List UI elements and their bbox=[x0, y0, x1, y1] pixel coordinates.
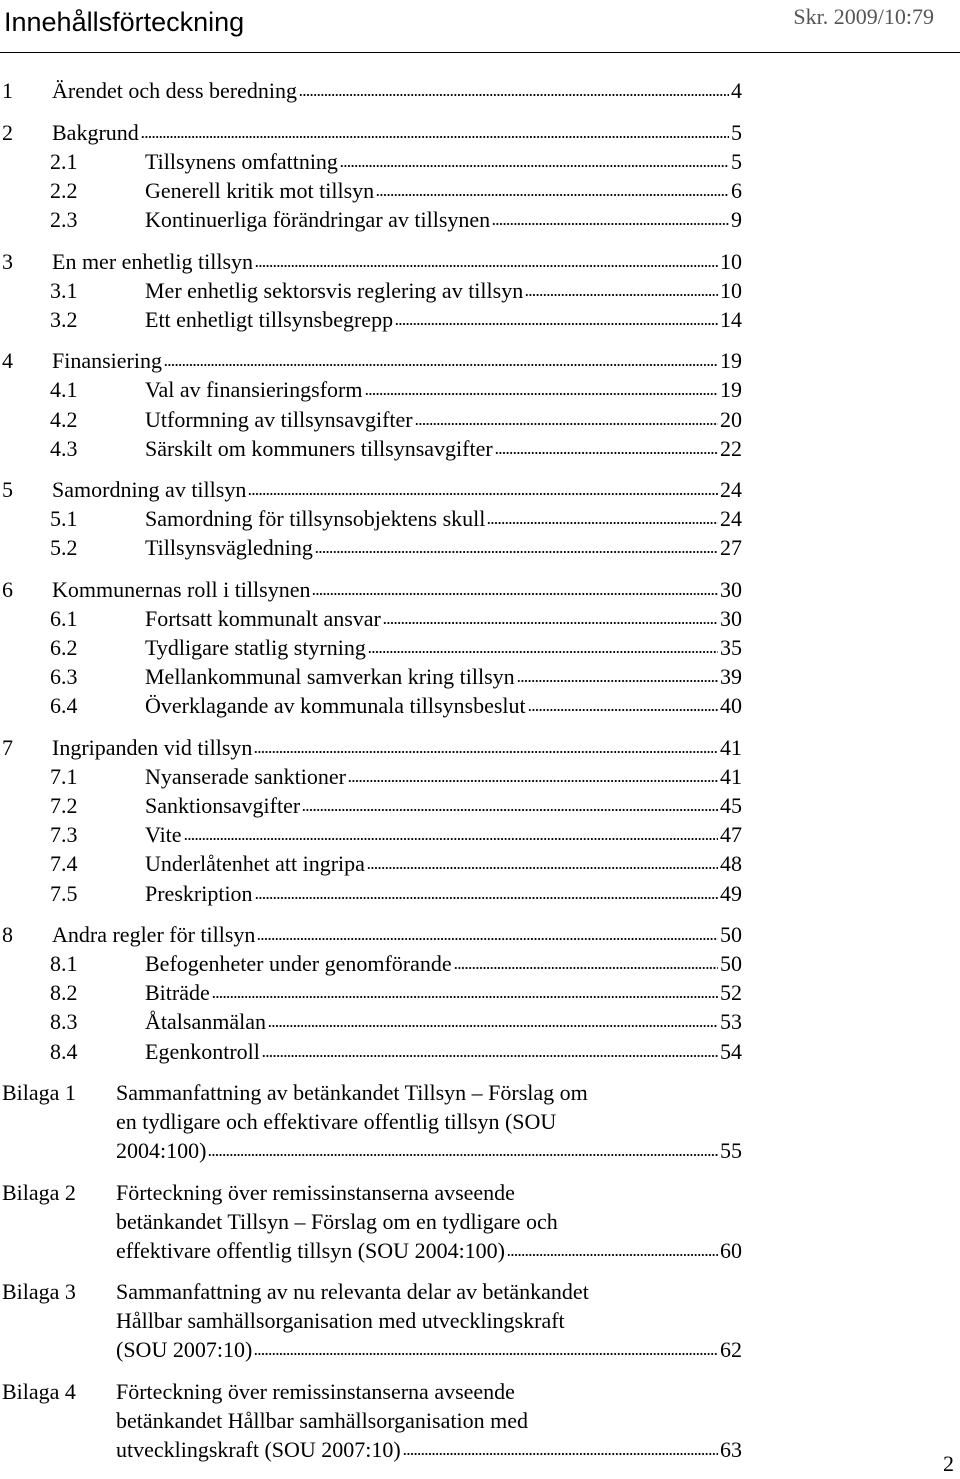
dot-leader bbox=[348, 778, 718, 784]
toc-entry-title: Ett enhetligt tillsynsbegrepp bbox=[145, 306, 394, 332]
toc-entry-title: Befogenheter under genomförande bbox=[145, 951, 452, 977]
toc-entry-page: 10 bbox=[720, 248, 742, 274]
toc-entry-title: Nyanserade sanktioner bbox=[145, 764, 346, 790]
toc-entry-page: 20 bbox=[720, 406, 742, 432]
dot-leader bbox=[141, 134, 729, 140]
toc-entry-title: Kommunernas roll i tillsynen bbox=[52, 577, 311, 602]
toc-entry-page: 50 bbox=[720, 922, 742, 948]
appendix-page: 63 bbox=[720, 1437, 742, 1462]
toc-entry[interactable] bbox=[0, 949, 960, 978]
toc-entry[interactable] bbox=[0, 375, 960, 404]
dot-leader bbox=[257, 936, 718, 942]
appendix-title-line: Förteckning över remissinstanserna avseende bbox=[116, 1180, 515, 1205]
toc-entry-page: 19 bbox=[720, 348, 742, 374]
toc-entry-page: 53 bbox=[720, 1009, 742, 1035]
toc-entry-line bbox=[145, 949, 742, 978]
toc-entry-number: 7.3 bbox=[50, 822, 78, 848]
toc-entry[interactable] bbox=[0, 879, 960, 908]
toc-entry-line bbox=[52, 575, 742, 604]
toc-entry-line bbox=[145, 176, 742, 205]
toc-entry-title: Ärendet och dess beredning bbox=[52, 78, 297, 103]
toc-entry[interactable] bbox=[0, 575, 960, 604]
toc-entry-line bbox=[52, 733, 742, 762]
toc-entry[interactable] bbox=[0, 978, 960, 1007]
toc-entry-title: Preskription bbox=[145, 880, 253, 906]
toc-entry-page: 6 bbox=[731, 177, 742, 203]
toc-entry-number: 4.1 bbox=[50, 377, 78, 403]
dot-leader bbox=[525, 292, 718, 298]
appendix-page: 60 bbox=[720, 1238, 742, 1263]
toc-entry-line bbox=[145, 1037, 742, 1066]
appendix-title bbox=[116, 1078, 742, 1165]
toc-entry-title: Fortsatt kommunalt ansvar bbox=[145, 606, 381, 632]
appendix-label: Bilaga 1 bbox=[2, 1080, 76, 1105]
appendix-title-line: en tydligare och effektivare offentlig tillsyn (SOU bbox=[116, 1109, 557, 1134]
dot-leader bbox=[368, 649, 718, 655]
toc-entry-line bbox=[145, 375, 742, 404]
toc-entry-line bbox=[52, 76, 742, 105]
dot-leader bbox=[403, 1451, 718, 1457]
toc-entry-line bbox=[145, 533, 742, 562]
dot-leader bbox=[184, 836, 718, 842]
appendix-page: 55 bbox=[720, 1138, 742, 1163]
toc-entry-title: Sanktionsavgifter bbox=[145, 793, 301, 819]
toc-entry-title: En mer enhetlig tillsyn bbox=[52, 248, 254, 274]
appendix-title-line: utvecklingskraft (SOU 2007:10) bbox=[116, 1437, 401, 1462]
toc-entry-number: 5.1 bbox=[50, 506, 78, 532]
toc-entry-title: Överklagande av kommunala tillsynsbeslut bbox=[145, 693, 526, 719]
toc-entry[interactable] bbox=[0, 1007, 960, 1036]
toc-entry[interactable] bbox=[0, 733, 960, 762]
toc-entry[interactable] bbox=[0, 662, 960, 691]
toc-entry-number: 4.2 bbox=[50, 406, 78, 432]
toc-entry-number: 7.4 bbox=[50, 851, 78, 877]
dot-leader bbox=[212, 994, 718, 1000]
toc-entry[interactable] bbox=[0, 920, 960, 949]
toc-entry-number: 8.3 bbox=[50, 1009, 78, 1035]
toc-entry-page: 5 bbox=[731, 148, 742, 174]
dot-leader bbox=[367, 865, 718, 871]
toc-entry[interactable] bbox=[0, 791, 960, 820]
toc-entry-line bbox=[145, 662, 742, 691]
toc-entry-page: 49 bbox=[720, 880, 742, 906]
toc-entry-page: 39 bbox=[720, 664, 742, 690]
appendix-title-last-line bbox=[116, 1236, 742, 1265]
toc-entry[interactable] bbox=[0, 691, 960, 720]
toc-entry-page: 24 bbox=[720, 477, 742, 503]
toc-entry[interactable] bbox=[0, 504, 960, 533]
toc-entry-line bbox=[52, 247, 742, 276]
toc-entry-number: 6 bbox=[2, 577, 13, 602]
toc-entry-number: 5.2 bbox=[50, 535, 78, 561]
toc-entry-number: 8 bbox=[2, 922, 13, 948]
toc-entry[interactable] bbox=[0, 1037, 960, 1066]
toc-entry-line bbox=[145, 305, 742, 334]
dot-leader bbox=[302, 807, 718, 813]
toc-entry-number: 7.2 bbox=[50, 793, 78, 819]
toc-entry[interactable] bbox=[0, 604, 960, 633]
dot-leader bbox=[268, 1023, 718, 1029]
dot-leader bbox=[254, 1351, 718, 1357]
toc-entry-page: 30 bbox=[720, 577, 742, 602]
toc-entry-line bbox=[145, 276, 742, 305]
dot-leader bbox=[315, 549, 718, 555]
toc-entry-title: Särskilt om kommuners tillsynsavgifter bbox=[145, 435, 493, 461]
toc-entry-title: Tydligare statlig styrning bbox=[145, 635, 366, 661]
toc-entry[interactable] bbox=[0, 247, 960, 276]
toc-entry-page: 41 bbox=[720, 764, 742, 790]
toc-entry-title: Tillsynsvägledning bbox=[145, 535, 313, 561]
appendix-title bbox=[116, 1377, 742, 1464]
appendix-title-line: (SOU 2007:10) bbox=[116, 1337, 253, 1362]
toc-entry-line bbox=[145, 978, 742, 1007]
toc-entry[interactable] bbox=[0, 118, 960, 147]
toc-entry-page: 47 bbox=[720, 822, 742, 848]
toc-entry-title: Andra regler för tillsyn bbox=[52, 922, 256, 948]
toc-entry-number: 4 bbox=[2, 348, 13, 374]
toc-entry-title: Utformning av tillsynsavgifter bbox=[145, 406, 413, 432]
toc-entry-title: Mer enhetlig sektorsvis reglering av tillsyn bbox=[145, 277, 524, 303]
dot-leader bbox=[395, 321, 718, 327]
toc-entry-title: Kontinuerliga förändringar av tillsynen bbox=[145, 206, 491, 232]
appendix-title-line: Sammanfattning av betänkandet Tillsyn – Förslag om bbox=[116, 1080, 588, 1105]
toc-entry-page: 41 bbox=[720, 735, 742, 760]
toc-entry-title: Bakgrund bbox=[52, 119, 139, 145]
toc-entry[interactable] bbox=[0, 405, 960, 434]
toc-entry-line bbox=[145, 791, 742, 820]
dot-leader bbox=[383, 620, 718, 626]
toc-entry-line bbox=[145, 633, 742, 662]
appendix-title-line: 2004:100) bbox=[116, 1138, 207, 1163]
toc-entry-title: Tillsynens omfattning bbox=[145, 148, 338, 174]
toc-entry-title: Ingripanden vid tillsyn bbox=[52, 735, 253, 760]
toc-entry-number: 2.1 bbox=[50, 148, 78, 174]
toc-entry-line bbox=[145, 849, 742, 878]
toc-entry-line bbox=[52, 920, 742, 949]
toc-entry[interactable] bbox=[0, 475, 960, 504]
toc-entry[interactable] bbox=[0, 820, 960, 849]
dot-leader bbox=[255, 263, 718, 269]
toc-entry-page: 50 bbox=[720, 951, 742, 977]
toc-entry-title: Underlåtenhet att ingripa bbox=[145, 851, 365, 877]
toc-entry-title: Finansiering bbox=[52, 348, 162, 374]
toc-entry[interactable] bbox=[0, 305, 960, 334]
toc-entry-page: 19 bbox=[720, 377, 742, 403]
toc-entry-number: 4.3 bbox=[50, 435, 78, 461]
dot-leader bbox=[415, 421, 718, 427]
toc-entry-line bbox=[145, 147, 742, 176]
toc-entry-line bbox=[145, 434, 742, 463]
dot-leader bbox=[299, 92, 729, 98]
toc-entry-number: 7 bbox=[2, 735, 13, 760]
toc-entry-line bbox=[52, 118, 742, 147]
toc-entry-line bbox=[52, 346, 742, 375]
toc-entry-page: 9 bbox=[731, 206, 742, 232]
toc-entry-page: 45 bbox=[720, 793, 742, 819]
dot-leader bbox=[262, 1053, 718, 1059]
dot-leader bbox=[492, 221, 729, 227]
toc-entry-number: 8.2 bbox=[50, 980, 78, 1006]
appendix-title-last-line bbox=[116, 1335, 742, 1364]
dot-leader bbox=[248, 491, 718, 497]
appendix-label: Bilaga 2 bbox=[2, 1180, 76, 1205]
toc-entry[interactable] bbox=[0, 849, 960, 878]
toc-entry-line bbox=[52, 475, 742, 504]
toc-entry-line bbox=[145, 820, 742, 849]
toc-entry-number: 8.4 bbox=[50, 1038, 78, 1064]
dot-leader bbox=[312, 591, 718, 597]
appendix-title-last-line bbox=[116, 1136, 742, 1165]
dot-leader bbox=[528, 707, 718, 713]
toc-entry-title: Mellankommunal samverkan kring tillsyn bbox=[145, 664, 515, 690]
toc-entry-page: 24 bbox=[720, 506, 742, 532]
toc-entry-line bbox=[145, 504, 742, 533]
appendix-page: 62 bbox=[720, 1337, 742, 1362]
appendix-title bbox=[116, 1178, 742, 1265]
appendix-title-last-line bbox=[116, 1435, 742, 1464]
dot-leader bbox=[208, 1152, 718, 1158]
toc-entry-page: 52 bbox=[720, 980, 742, 1006]
toc-entry-line bbox=[145, 1007, 742, 1036]
toc-entry-number: 1 bbox=[2, 78, 13, 103]
dot-leader bbox=[255, 895, 718, 901]
toc-entry-title: Åtalsanmälan bbox=[145, 1009, 266, 1035]
toc-entry-page: 5 bbox=[731, 119, 742, 145]
dot-leader bbox=[487, 520, 718, 526]
dot-leader bbox=[507, 1252, 718, 1258]
toc-entry-number: 6.3 bbox=[50, 664, 78, 690]
toc-entry[interactable] bbox=[0, 762, 960, 791]
toc-entry-number: 7.1 bbox=[50, 764, 78, 790]
dot-leader bbox=[517, 678, 718, 684]
toc-entry-number: 6.4 bbox=[50, 693, 78, 719]
appendix-label: Bilaga 4 bbox=[2, 1379, 76, 1404]
toc-entry-title: Val av finansieringsform bbox=[145, 377, 363, 403]
dot-leader bbox=[340, 163, 729, 169]
appendix-title-line: Förteckning över remissinstanserna avseende bbox=[116, 1379, 515, 1404]
toc-entry[interactable] bbox=[0, 533, 960, 562]
toc-entry-number: 6.2 bbox=[50, 635, 78, 661]
toc-entry-number: 3 bbox=[2, 248, 13, 274]
dot-leader bbox=[254, 749, 718, 755]
toc-entry-page: 4 bbox=[731, 78, 742, 103]
toc-entry[interactable] bbox=[0, 76, 960, 105]
toc-entry-title: Samordning av tillsyn bbox=[52, 477, 247, 503]
toc-entry-page: 54 bbox=[720, 1038, 742, 1064]
toc-entry-number: 6.1 bbox=[50, 606, 78, 632]
toc-entry[interactable] bbox=[0, 276, 960, 305]
toc-entry-title: Samordning för tillsynsobjektens skull bbox=[145, 506, 486, 532]
dot-leader bbox=[495, 450, 718, 456]
page-title: Innehållsförteckning bbox=[4, 7, 245, 37]
toc-entry-line bbox=[145, 405, 742, 434]
appendix-title-line: betänkandet Hållbar samhällsorganisation med bbox=[116, 1408, 528, 1433]
toc-entry-number: 3.1 bbox=[50, 277, 78, 303]
toc-entry-page: 27 bbox=[720, 535, 742, 561]
appendix-title-line: effektivare offentlig tillsyn (SOU 2004:100) bbox=[116, 1238, 506, 1263]
toc-entry-title: Generell kritik mot tillsyn bbox=[145, 177, 375, 203]
appendix-title-line: betänkandet Tillsyn – Förslag om en tydligare och bbox=[116, 1209, 558, 1234]
toc-entry[interactable] bbox=[0, 633, 960, 662]
appendix-title-line: Sammanfattning av nu relevanta delar av betänkandet bbox=[116, 1279, 589, 1304]
toc-entry-number: 7.5 bbox=[50, 880, 78, 906]
toc-entry-number: 8.1 bbox=[50, 951, 78, 977]
dot-leader bbox=[376, 192, 729, 198]
appendix-title-line: Hållbar samhällsorganisation med utvecklingskraft bbox=[116, 1308, 565, 1333]
toc-entry-page: 10 bbox=[720, 277, 742, 303]
toc-entry-page: 40 bbox=[720, 693, 742, 719]
page-number: 2 bbox=[943, 1451, 954, 1476]
document-reference: Skr. 2009/10:79 bbox=[793, 4, 934, 29]
toc-entry[interactable] bbox=[0, 176, 960, 205]
toc-entry-line bbox=[145, 205, 742, 234]
toc-entry-number: 2 bbox=[2, 119, 13, 145]
appendix-title bbox=[116, 1277, 742, 1364]
toc-entry-number: 2.3 bbox=[50, 206, 78, 232]
toc-entry-line bbox=[145, 762, 742, 791]
toc-entry-page: 35 bbox=[720, 635, 742, 661]
toc-entry-number: 3.2 bbox=[50, 306, 78, 332]
toc-entry-page: 30 bbox=[720, 606, 742, 632]
toc-entry-line bbox=[145, 879, 742, 908]
dot-leader bbox=[365, 391, 719, 397]
header-rule bbox=[0, 52, 960, 53]
toc-entry[interactable] bbox=[0, 346, 960, 375]
toc-entry-number: 2.2 bbox=[50, 177, 78, 203]
toc-entry-number: 5 bbox=[2, 477, 13, 503]
toc-entry-line bbox=[145, 604, 742, 633]
appendix-label: Bilaga 3 bbox=[2, 1279, 76, 1304]
toc-entry-page: 48 bbox=[720, 851, 742, 877]
toc-entry-title: Egenkontroll bbox=[145, 1038, 260, 1064]
toc-entry[interactable] bbox=[0, 205, 960, 234]
toc-entry-line bbox=[145, 691, 742, 720]
toc-entry[interactable] bbox=[0, 434, 960, 463]
dot-leader bbox=[164, 362, 718, 368]
toc-entry-page: 22 bbox=[720, 435, 742, 461]
toc-entry[interactable] bbox=[0, 147, 960, 176]
dot-leader bbox=[454, 965, 718, 971]
toc-entry-title: Biträde bbox=[145, 980, 210, 1006]
toc-entry-page: 14 bbox=[720, 306, 742, 332]
toc-entry-title: Vite bbox=[145, 822, 182, 848]
